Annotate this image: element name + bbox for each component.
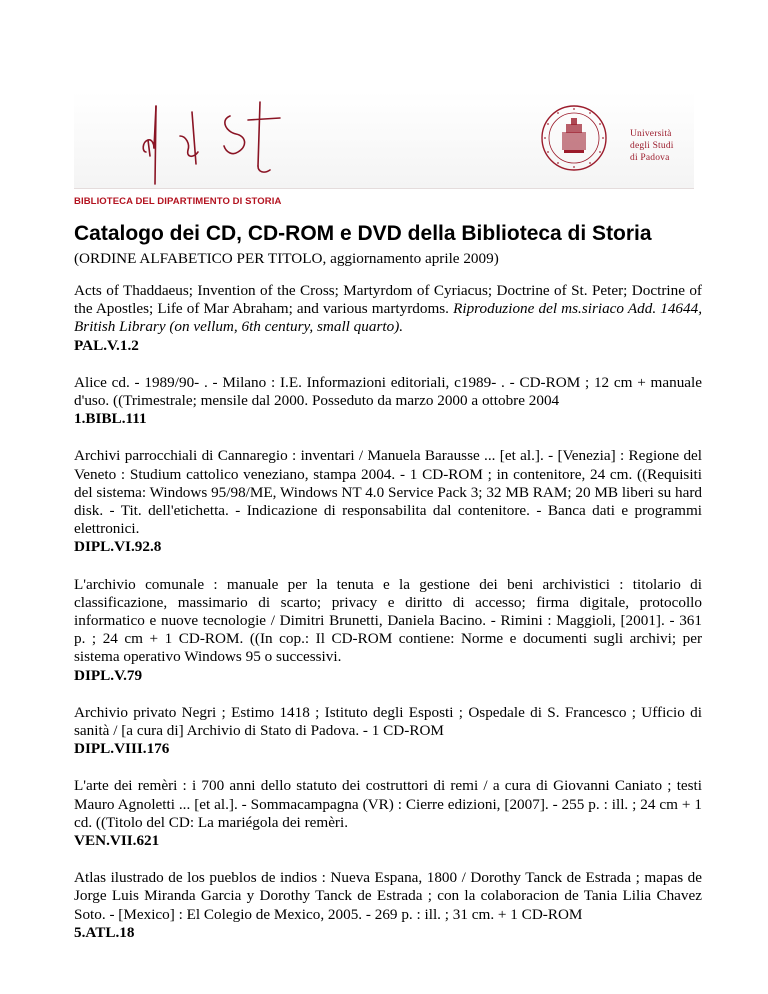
call-number: 5.ATL.18: [74, 923, 135, 941]
entry-text: Alice cd. - 1989/90- . - Milano : I.E. Informazioni editoriali, c1989- . - CD-ROM ; 12 cm + manuale d'uso. ((Trimestrale; mensile dal 2000. Posseduto da marzo 2000 a ottobre 2004: [74, 373, 702, 410]
university-line: di Padova: [630, 153, 670, 163]
entry-description: [74, 777, 702, 832]
catalog-entry: [74, 704, 702, 759]
university-line: Università: [630, 129, 672, 139]
university-name: [630, 128, 700, 164]
entry-text: Archivi parrocchiali di Cannaregio : inventari / Manuela Barausse ... [et al.]. - [Venezia] : Regione del Veneto : Studium cattolico veneziano, stampa 2004. - 1 CD-ROM ; in contenitore, 24 cm. ((Requisiti del sistema: Windows 95/98/ME, Windows NT 4.0 Service Pack 3; 32 MB RAM; 20 MB liberi su hard disk. - Tit. dell'etichetta. - Indicazione di responsabilita dal contenitore. - Banca dati e programmi elettronici.: [74, 447, 702, 538]
catalog-entry: [74, 282, 702, 355]
page-subtitle: (ORDINE ALFABETICO PER TITOLO, aggiornamento aprile 2009): [74, 250, 499, 267]
call-number: DIPL.VI.92.8: [74, 538, 162, 556]
entry-note: Riproduzione del ms.siriaco Add. 14644, British Library (on vellum, 6th century, small quarto).: [74, 300, 702, 336]
catalog-list: [74, 282, 702, 961]
entry-description: [74, 282, 702, 337]
call-number: DIPL.VIII.176: [74, 740, 170, 758]
university-line: degli Studi: [630, 141, 674, 151]
catalog-entry: [74, 447, 702, 556]
entry-text: Atlas ilustrado de los pueblos de indios : Nueva Espana, 1800 / Dorothy Tanck de Estrada ; mapas de Jorge Luis Miranda Garcia y Dorothy Tanck de Estrada ; con la colaboracion de Tania Lilia Chavez Soto. - [Mexico] : El Colegio de Mexico, 2005. - 269 p. : ill. ; 31 cm. + 1 CD-ROM: [74, 869, 702, 923]
call-number: PAL.V.1.2: [74, 336, 139, 354]
catalog-entry: [74, 777, 702, 850]
entry-description: [74, 576, 702, 667]
entry-description: [74, 374, 702, 410]
header-banner: [74, 92, 694, 189]
catalog-entry: [74, 576, 702, 685]
catalog-entry: [74, 374, 702, 429]
entry-text: L'archivio comunale : manuale per la tenuta e la gestione dei beni archivistici : titolario di classificazione, massimario di scarto; privacy e diritto di accesso; firma digitale, protocollo informatico e nuove tecnologie / Dimitri Brunetti, Daniela Bacino. - Rimini : Maggioli, [2001]. - 361 p. ; 24 cm + 1 CD-ROM. ((In cop.: Il CD-ROM contiene: Norme e documenti sugli archivi; per sistema operativo Windows 95 o successivi.: [74, 575, 702, 666]
department-label: BIBLIOTECA DEL DIPARTIMENTO DI STORIA: [74, 196, 282, 207]
call-number: DIPL.V.79: [74, 666, 143, 684]
padova-crest-icon: [540, 104, 608, 172]
call-number: 1.BIBL.111: [74, 410, 147, 428]
entry-text: Acts of Thaddaeus; Invention of the Cross; Martyrdom of Cyriacus; Doctrine of St. Peter; Doctrine of the Apostles; Life of Mar Abraham; and various martyrdoms.: [74, 282, 702, 318]
entry-description: [74, 704, 702, 740]
dist-logo-icon: [140, 96, 320, 186]
call-number: VEN.VII.621: [74, 832, 160, 850]
catalog-entry: [74, 869, 702, 942]
entry-description: [74, 447, 702, 538]
page-title: Catalogo dei CD, CD-ROM e DVD della Biblioteca di Storia: [74, 222, 652, 245]
entry-text: Archivio privato Negri ; Estimo 1418 ; Istituto degli Esposti ; Ospedale di S. Francesco ; Ufficio di sanità / [a cura di] Archivio di Stato di Padova. - 1 CD-ROM: [74, 703, 702, 740]
entry-description: [74, 869, 702, 924]
entry-text: L'arte dei remèri : i 700 anni dello statuto dei costruttori di remi / a cura di Giovanni Caniato ; testi Mauro Agnoletti ... [et al.]. - Sommacampagna (VR) : Cierre edizioni, [2007]. - 255 p. : ill. ; 24 cm + 1 cd. ((Titolo del CD: La mariégola dei remèri.: [74, 777, 702, 831]
